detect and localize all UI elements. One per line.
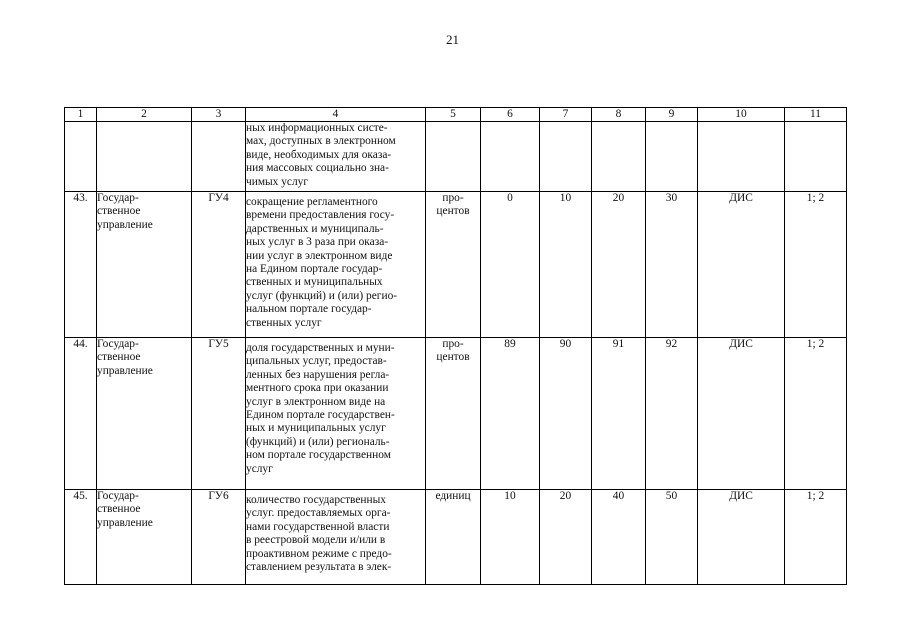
indicator-description: сокращение регламентного времени предоставления госу- дарственных и муниципаль- ных услуг в 3 раза при оказа- нии услуг в электронном виде на Едином портале государ- ственных и муниципальных услуг (функций) и (или) регио- нальном портале государ- ственных услуг — [246, 192, 426, 338]
value-col8: 91 — [592, 338, 646, 490]
value-col9: 50 — [646, 490, 698, 585]
column-header: 3 — [192, 108, 246, 122]
value-col8: 20 — [592, 192, 646, 338]
row-number: 43. — [65, 192, 97, 338]
column-number-row — [65, 108, 847, 122]
note-cell: 1; 2 — [785, 192, 847, 338]
sphere-cell: Государ- ственное управление — [97, 192, 192, 338]
indicator-code: ГУ6 — [192, 490, 246, 585]
source-cell: ДИС — [698, 192, 785, 338]
column-header: 1 — [65, 108, 97, 122]
column-header: 8 — [592, 108, 646, 122]
indicators-table — [64, 107, 847, 585]
sphere-cell: Государ- ственное управление — [97, 490, 192, 585]
column-header: 2 — [97, 108, 192, 122]
unit-cell: про- центов — [426, 192, 481, 338]
column-header: 9 — [646, 108, 698, 122]
table-row — [65, 490, 847, 585]
value-col6: 0 — [481, 192, 540, 338]
column-header: 7 — [540, 108, 592, 122]
unit-cell: про- центов — [426, 338, 481, 490]
column-header: 5 — [426, 108, 481, 122]
value-col7: 10 — [540, 192, 592, 338]
source-cell: ДИС — [698, 490, 785, 585]
column-header: 6 — [481, 108, 540, 122]
value-col7: 20 — [540, 490, 592, 585]
page-number: 21 — [446, 32, 459, 47]
indicator-code: ГУ5 — [192, 338, 246, 490]
table-row — [65, 192, 847, 338]
source-cell: ДИС — [698, 338, 785, 490]
row-number: 45. — [65, 490, 97, 585]
sphere-cell: Государ- ственное управление — [97, 338, 192, 490]
column-header: 10 — [698, 108, 785, 122]
value-col7: 90 — [540, 338, 592, 490]
column-header: 4 — [246, 108, 426, 122]
note-cell: 1; 2 — [785, 338, 847, 490]
unit-cell: единиц — [426, 490, 481, 585]
value-col6: 10 — [481, 490, 540, 585]
value-col9: 92 — [646, 338, 698, 490]
table-row — [65, 338, 847, 490]
indicator-description: доля государственных и муни- ципальных услуг, предостав- ленных без нарушения регла- ментного срока при оказании услуг в электронном виде на Едином портале государствен- ных и муниципальных услуг (функций) и (или) региональ- ном портале государственном услуг — [246, 338, 426, 490]
column-header: 11 — [785, 108, 847, 122]
value-col8: 40 — [592, 490, 646, 585]
table-row-continuation — [65, 122, 847, 192]
value-col9: 30 — [646, 192, 698, 338]
indicator-code: ГУ4 — [192, 192, 246, 338]
value-col6: 89 — [481, 338, 540, 490]
indicator-description: ных информационных систе- мах, доступных в электронном виде, необходимых для оказа- ния массовых социально зна- чимых услуг — [246, 122, 426, 192]
row-number: 44. — [65, 338, 97, 490]
indicator-description: количество государственных услуг. предоставляемых орга- нами государственной власти в реестровой модели и/или в проактивном режиме с предо- ставлением результата в элек- — [246, 490, 426, 585]
note-cell: 1; 2 — [785, 490, 847, 585]
